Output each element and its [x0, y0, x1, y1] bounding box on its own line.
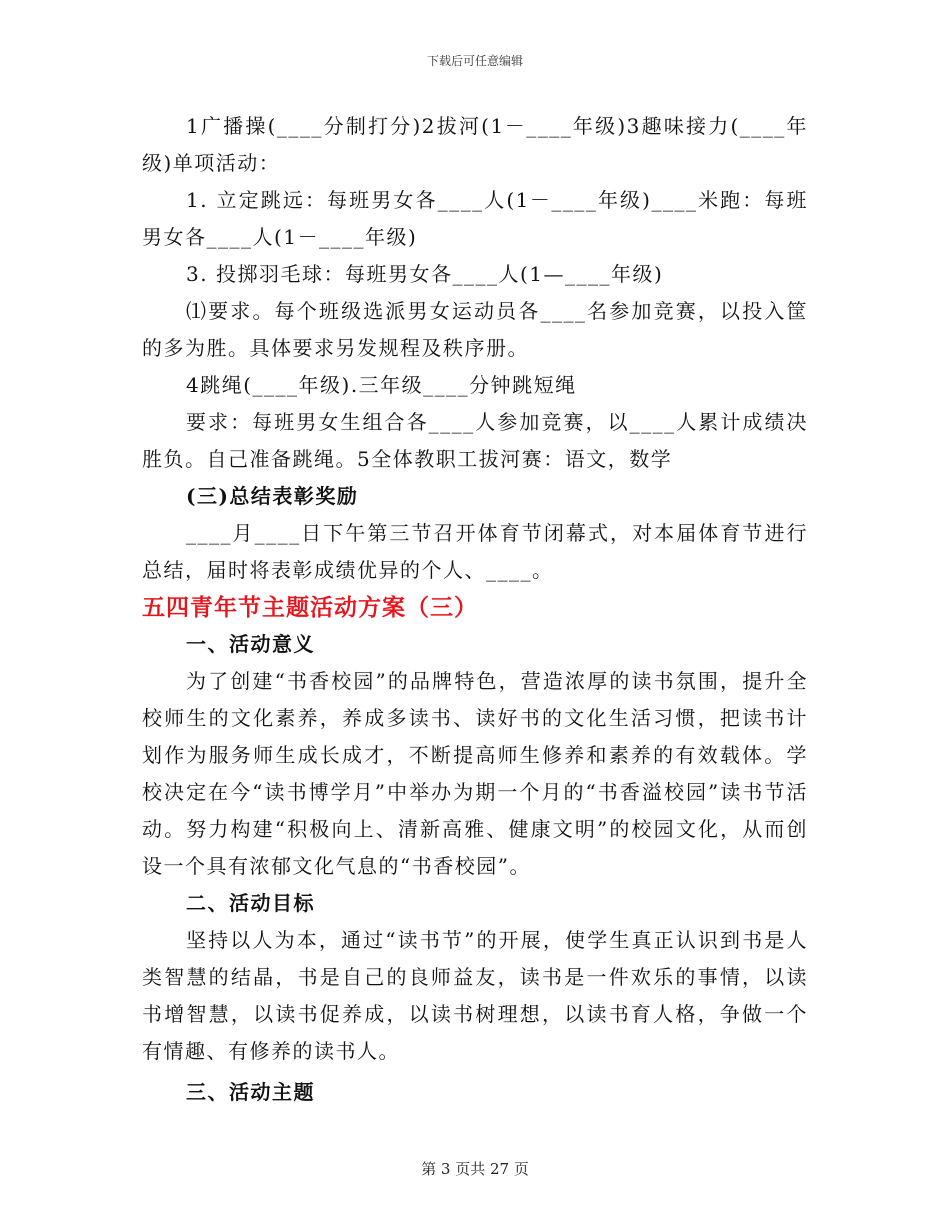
paragraph-closing-ceremony: ____月____日下午第三节召开体育节闭幕式，对本届体育节进行总结，届时将表彰成绩优异的个人、____。 — [142, 521, 808, 582]
paragraph-rope-requirements: 要求：每班男女生组合各____人参加竞赛，以____人累计成绩决胜负。自己准备跳绳。5全体教职工拔河赛：语文，数学 — [142, 410, 808, 471]
paragraph-broadcast-exercise: 1广播操(____分制打分)2拔河(1－____年级)3趣味接力(____年级)单项活动： — [142, 114, 808, 175]
section-heading-goals: 二、活动目标 — [186, 891, 315, 915]
paragraph-throw-requirements: ⑴要求。每个班级选派男女运动员各____名参加竞赛，以投入筐的多为胜。具体要求另发规程及秩序册。 — [142, 299, 808, 360]
paragraph-goals: 坚持以人为本，通过“读书节”的开展，使学生真正认识到书是人类智慧的结晶，书是自己的良师益友，读书是一件欢乐的事情，以读书增智慧，以读书促养成，以读书树理想，以读书育人格，争做一个有情趣、有修养的读书人。 — [142, 928, 808, 1063]
section-heading-significance: 一、活动意义 — [186, 632, 315, 656]
paragraph-standing-long-jump: 1. 立定跳远：每班男女各____人(1－____年级)____米跑：每班男女各____人(1－____年级) — [142, 188, 808, 249]
page-header: 下载后可任意编辑 — [426, 54, 523, 68]
document-title: 五四青年节主题活动方案（三） — [142, 594, 478, 621]
document-body — [142, 108, 808, 1111]
page-footer: 第 3 页共 27 页 — [421, 1160, 529, 1178]
paragraph-rope-skipping: 4跳绳(____年级).三年级____分钟跳短绳 — [186, 373, 577, 397]
section-heading-awards: (三)总结表彰奖励 — [186, 484, 359, 508]
section-heading-theme: 三、活动主题 — [186, 1080, 315, 1104]
paragraph-badminton-throw: 3. 投掷羽毛球：每班男女各____人(1—____年级) — [186, 262, 664, 286]
paragraph-significance: 为了创建“书香校园”的品牌特色，营造浓厚的读书氛围，提升全校师生的文化素养，养成多读书、读好书的文化生活习惯，把读书计划作为服务师生成长成才，不断提高师生修养和素养的有效载体。学校决定在今“读书博学月”中举办为期一个月的“书香溢校园”读书节活动。努力构建“积极向上、清新高雅、健康文明”的校园文化，从而创设一个具有浓郁文化气息的“书香校园”。 — [142, 669, 808, 878]
